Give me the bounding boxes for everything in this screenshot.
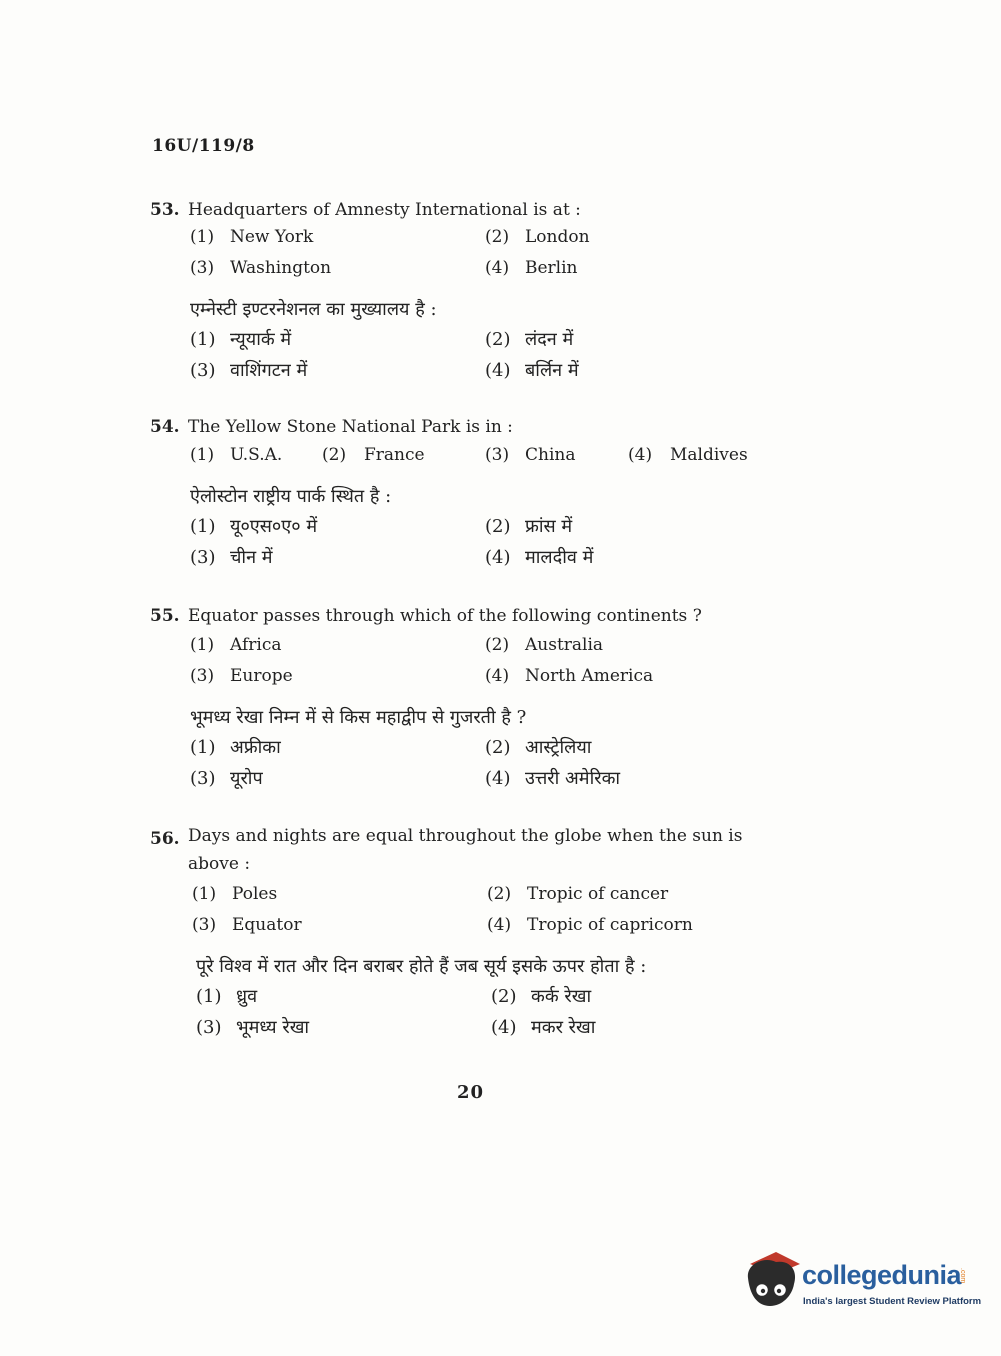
option-1-hi: (1) न्यूयार्क में — [190, 329, 292, 350]
option-3: (3) Washington — [190, 258, 332, 278]
question-number: 55. — [150, 606, 180, 626]
options-hi — [190, 327, 790, 389]
option-2-hi: (2) आस्ट्रेलिया — [485, 737, 592, 758]
option-4-hi: (4) बर्लिन में — [485, 360, 579, 381]
option-2-hi: (2) लंदन में — [485, 329, 574, 350]
option-4-hi: (4) उत्तरी अमेरिका — [485, 768, 621, 789]
option-2-hi: (2) फ्रांस में — [485, 516, 573, 537]
question-56 — [150, 822, 790, 1046]
question-number: 54. — [150, 417, 180, 437]
option-4: (4) North America — [485, 666, 654, 686]
option-3-hi: (3) वाशिंगटन में — [190, 360, 308, 381]
options-hi — [190, 735, 790, 797]
option-2: (2) Australia — [485, 635, 604, 655]
option-4: (4) Tropic of capricorn — [487, 915, 693, 935]
question-text-hi: पूरे विश्व में रात और दिन बराबर होते हैं जब सूर्य इसके ऊपर होता है : — [196, 956, 647, 977]
mascot-icon — [742, 1250, 802, 1312]
option-1: (1) New York — [190, 227, 314, 247]
option-4-hi: (4) मालदीव में — [485, 547, 594, 568]
option-3: (3) China — [485, 445, 576, 465]
options-en — [190, 227, 790, 289]
question-number: 56. — [150, 829, 180, 849]
option-1: (1) Poles — [192, 884, 278, 904]
question-number: 53. — [150, 200, 180, 220]
options-en — [190, 635, 790, 697]
question-text-en: The Yellow Stone National Park is in : — [188, 417, 513, 437]
option-2: (2) Tropic of cancer — [487, 884, 669, 904]
question-text-en: Headquarters of Amnesty International is at : — [188, 200, 581, 220]
option-2-hi: (2) कर्क रेखा — [491, 986, 592, 1007]
option-3-hi: (3) चीन में — [190, 547, 273, 568]
options-hi — [190, 514, 790, 576]
options-en — [190, 445, 790, 476]
question-53 — [150, 197, 790, 389]
question-55 — [150, 603, 790, 797]
option-2: (2) London — [485, 227, 590, 247]
option-4: (4) Berlin — [485, 258, 578, 278]
collegedunia-logo[interactable] — [742, 1250, 982, 1312]
page-number: 20 — [457, 1082, 485, 1103]
option-1-hi: (1) अफ्रीका — [190, 737, 281, 758]
option-4-hi: (4) मकर रेखा — [491, 1017, 596, 1038]
options-hi — [196, 984, 790, 1046]
option-1-hi: (1) ध्रुव — [196, 986, 258, 1007]
option-3-hi: (3) यूरोप — [190, 768, 263, 789]
question-text-hi: ऐलोस्टोन राष्ट्रीय पार्क स्थित है : — [190, 486, 392, 507]
question-54 — [150, 414, 790, 576]
option-1: (1) Africa — [190, 635, 282, 655]
option-4: (4) Maldives — [628, 445, 748, 465]
option-3: (3) Europe — [190, 666, 293, 686]
option-1-hi: (1) यू०एस०ए० में — [190, 516, 318, 537]
option-2: (2) France — [322, 445, 425, 465]
question-text-en: Equator passes through which of the following continents ? — [188, 606, 702, 626]
option-3: (3) Equator — [192, 915, 302, 935]
paper-code: 16U/119/8 — [152, 136, 255, 156]
question-text-hi: भूमध्य रेखा निम्न में से किस महाद्वीप से गुजरती है ? — [190, 707, 527, 728]
logo-tagline: India's largest Student Review Platform — [803, 1296, 982, 1307]
logo-suffix: .com — [959, 1268, 966, 1284]
option-1: (1) U.S.A. — [190, 445, 283, 465]
question-text-en: Days and nights are equal throughout the globe when the sun is above : — [188, 826, 743, 874]
logo-wordmark: collegedunia — [802, 1260, 962, 1290]
option-3-hi: (3) भूमध्य रेखा — [196, 1017, 310, 1038]
options-en — [192, 884, 790, 946]
question-text-hi: एम्नेस्टी इण्टरनेशनल का मुख्यालय है : — [190, 299, 437, 320]
